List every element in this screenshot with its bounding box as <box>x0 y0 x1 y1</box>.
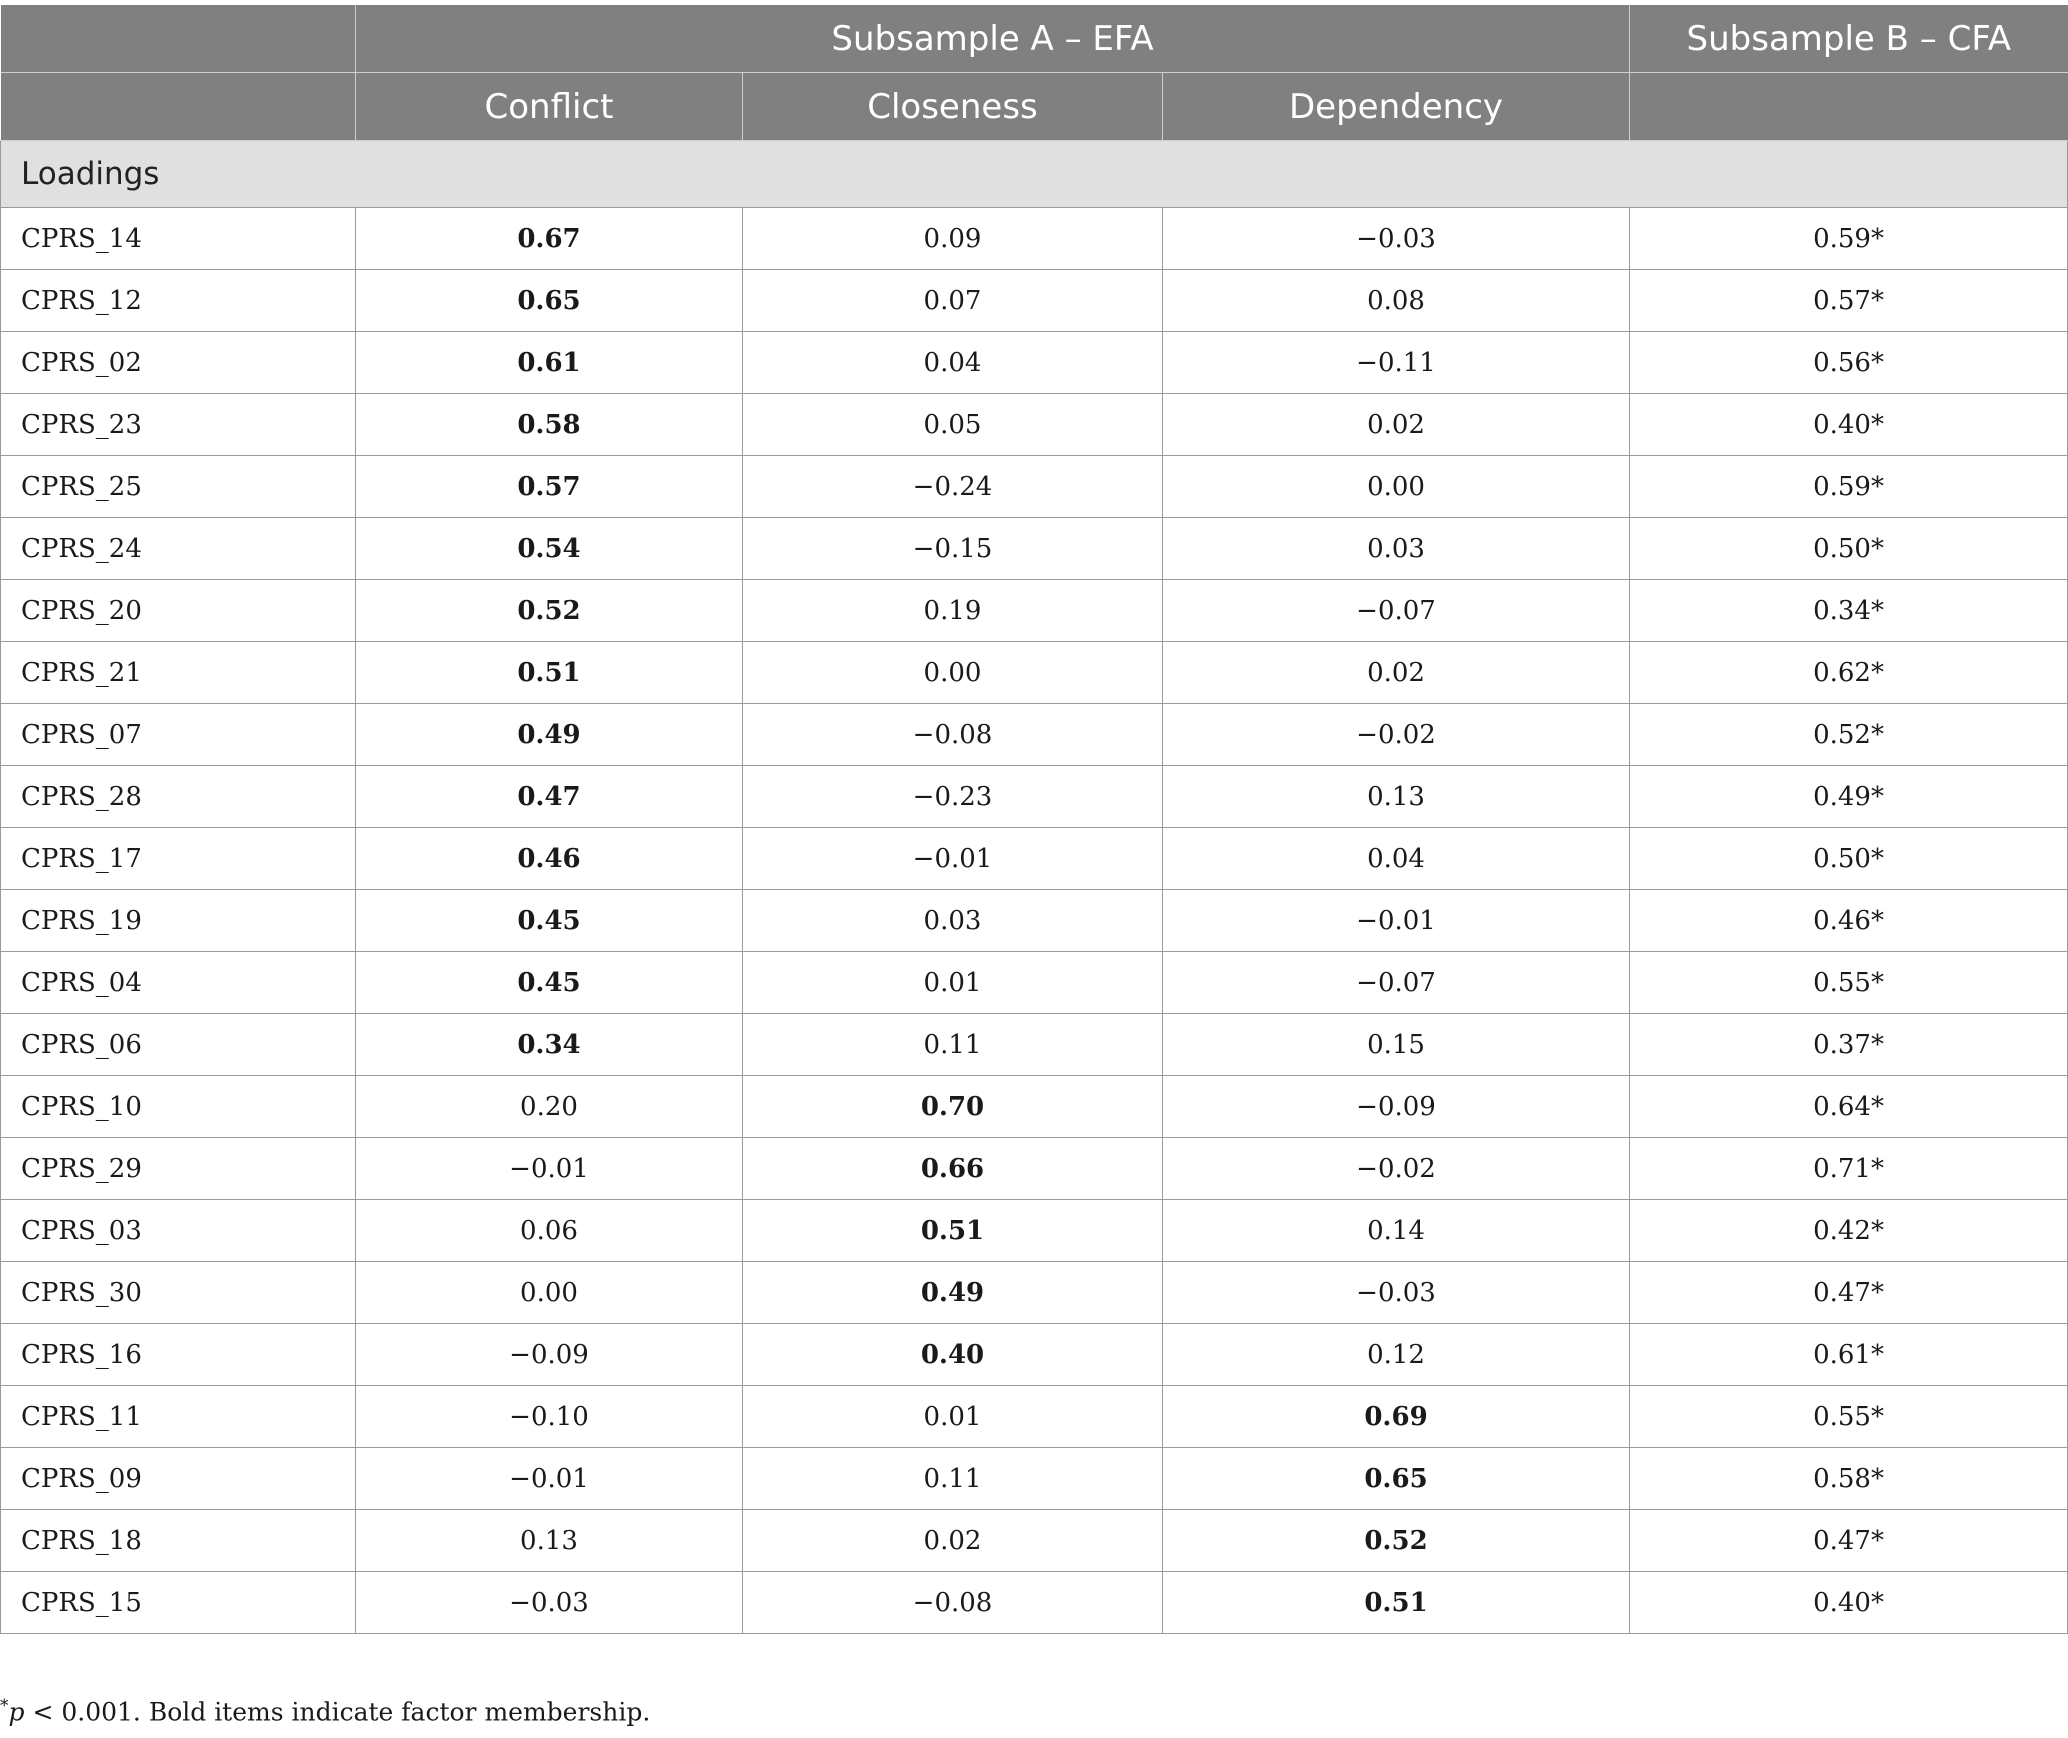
dependency-cell: −0.03 <box>1163 208 1630 270</box>
header-row-factors <box>1 73 2068 141</box>
table-row <box>1 270 2068 332</box>
dependency-cell: −0.03 <box>1163 1262 1630 1324</box>
item-cell: CPRS_28 <box>1 766 356 828</box>
cfa-cell: 0.49* <box>1630 766 2068 828</box>
cfa-cell: 0.62* <box>1630 642 2068 704</box>
header-blank-cell <box>1 73 356 141</box>
table-row <box>1 1014 2068 1076</box>
dependency-cell: 0.65 <box>1163 1448 1630 1510</box>
conflict-cell: −0.10 <box>356 1386 743 1448</box>
item-cell: CPRS_11 <box>1 1386 356 1448</box>
table-row <box>1 1510 2068 1572</box>
dependency-cell: 0.51 <box>1163 1572 1630 1634</box>
closeness-cell: 0.09 <box>743 208 1163 270</box>
closeness-cell: 0.07 <box>743 270 1163 332</box>
footnote-p-symbol: p <box>8 1697 25 1727</box>
table-row <box>1 580 2068 642</box>
table-row <box>1 1138 2068 1200</box>
cfa-cell: 0.50* <box>1630 518 2068 580</box>
header-subsample-a: Subsample A – EFA <box>356 5 1630 73</box>
cfa-cell: 0.50* <box>1630 828 2068 890</box>
loadings-table <box>0 5 2068 1634</box>
cfa-cell: 0.59* <box>1630 208 2068 270</box>
closeness-cell: −0.23 <box>743 766 1163 828</box>
table-row <box>1 208 2068 270</box>
item-cell: CPRS_14 <box>1 208 356 270</box>
cfa-cell: 0.56* <box>1630 332 2068 394</box>
table-row <box>1 1572 2068 1634</box>
conflict-cell: 0.47 <box>356 766 743 828</box>
closeness-cell: 0.05 <box>743 394 1163 456</box>
item-cell: CPRS_29 <box>1 1138 356 1200</box>
item-cell: CPRS_25 <box>1 456 356 518</box>
conflict-cell: 0.13 <box>356 1510 743 1572</box>
conflict-cell: 0.34 <box>356 1014 743 1076</box>
closeness-cell: −0.15 <box>743 518 1163 580</box>
table-row <box>1 766 2068 828</box>
conflict-cell: 0.58 <box>356 394 743 456</box>
cfa-cell: 0.55* <box>1630 952 2068 1014</box>
table-row <box>1 518 2068 580</box>
conflict-cell: −0.01 <box>356 1448 743 1510</box>
conflict-cell: 0.57 <box>356 456 743 518</box>
closeness-cell: 0.70 <box>743 1076 1163 1138</box>
conflict-cell: 0.20 <box>356 1076 743 1138</box>
cfa-cell: 0.59* <box>1630 456 2068 518</box>
header-cfa <box>1630 73 2068 141</box>
conflict-cell: 0.52 <box>356 580 743 642</box>
closeness-cell: −0.24 <box>743 456 1163 518</box>
table-row <box>1 1076 2068 1138</box>
loadings-table-container <box>0 5 2068 1634</box>
dependency-cell: −0.11 <box>1163 332 1630 394</box>
closeness-cell: 0.40 <box>743 1324 1163 1386</box>
conflict-cell: 0.65 <box>356 270 743 332</box>
closeness-cell: −0.08 <box>743 1572 1163 1634</box>
table-row <box>1 1324 2068 1386</box>
item-cell: CPRS_03 <box>1 1200 356 1262</box>
conflict-cell: −0.01 <box>356 1138 743 1200</box>
closeness-cell: 0.02 <box>743 1510 1163 1572</box>
closeness-cell: 0.01 <box>743 952 1163 1014</box>
closeness-cell: 0.00 <box>743 642 1163 704</box>
footnote-marker: * <box>0 1696 9 1716</box>
closeness-cell: 0.01 <box>743 1386 1163 1448</box>
dependency-cell: −0.02 <box>1163 704 1630 766</box>
cfa-cell: 0.34* <box>1630 580 2068 642</box>
item-cell: CPRS_24 <box>1 518 356 580</box>
table-row <box>1 1448 2068 1510</box>
closeness-cell: 0.51 <box>743 1200 1163 1262</box>
closeness-cell: 0.49 <box>743 1262 1163 1324</box>
conflict-cell: 0.67 <box>356 208 743 270</box>
conflict-cell: 0.54 <box>356 518 743 580</box>
item-cell: CPRS_12 <box>1 270 356 332</box>
closeness-cell: 0.04 <box>743 332 1163 394</box>
closeness-cell: 0.11 <box>743 1448 1163 1510</box>
item-cell: CPRS_16 <box>1 1324 356 1386</box>
dependency-cell: 0.03 <box>1163 518 1630 580</box>
header-subsample-b: Subsample B – CFA <box>1630 5 2068 73</box>
table-row <box>1 394 2068 456</box>
section-row <box>1 141 2068 208</box>
item-cell: CPRS_18 <box>1 1510 356 1572</box>
conflict-cell: 0.45 <box>356 890 743 952</box>
cfa-cell: 0.40* <box>1630 1572 2068 1634</box>
section-label: Loadings <box>1 141 2068 208</box>
header-row-groups <box>1 5 2068 73</box>
item-cell: CPRS_10 <box>1 1076 356 1138</box>
table-row <box>1 642 2068 704</box>
conflict-cell: −0.03 <box>356 1572 743 1634</box>
item-cell: CPRS_23 <box>1 394 356 456</box>
cfa-cell: 0.64* <box>1630 1076 2068 1138</box>
table-row <box>1 456 2068 518</box>
item-cell: CPRS_07 <box>1 704 356 766</box>
dependency-cell: −0.02 <box>1163 1138 1630 1200</box>
footnote-text: < 0.001. Bold items indicate factor membership. <box>24 1697 651 1727</box>
dependency-cell: 0.52 <box>1163 1510 1630 1572</box>
table-row <box>1 890 2068 952</box>
cfa-cell: 0.47* <box>1630 1262 2068 1324</box>
dependency-cell: 0.02 <box>1163 394 1630 456</box>
table-row <box>1 952 2068 1014</box>
table-row <box>1 1200 2068 1262</box>
closeness-cell: −0.01 <box>743 828 1163 890</box>
item-cell: CPRS_09 <box>1 1448 356 1510</box>
dependency-cell: 0.02 <box>1163 642 1630 704</box>
conflict-cell: 0.51 <box>356 642 743 704</box>
dependency-cell: 0.15 <box>1163 1014 1630 1076</box>
cfa-cell: 0.46* <box>1630 890 2068 952</box>
closeness-cell: 0.66 <box>743 1138 1163 1200</box>
dependency-cell: 0.13 <box>1163 766 1630 828</box>
item-cell: CPRS_06 <box>1 1014 356 1076</box>
dependency-cell: 0.12 <box>1163 1324 1630 1386</box>
header-blank-cell <box>1 5 356 73</box>
cfa-cell: 0.55* <box>1630 1386 2068 1448</box>
item-cell: CPRS_15 <box>1 1572 356 1634</box>
cfa-cell: 0.52* <box>1630 704 2068 766</box>
table-row <box>1 1262 2068 1324</box>
cfa-cell: 0.58* <box>1630 1448 2068 1510</box>
item-cell: CPRS_04 <box>1 952 356 1014</box>
table-row <box>1 704 2068 766</box>
dependency-cell: −0.01 <box>1163 890 1630 952</box>
conflict-cell: 0.06 <box>356 1200 743 1262</box>
item-cell: CPRS_21 <box>1 642 356 704</box>
item-cell: CPRS_02 <box>1 332 356 394</box>
table-row <box>1 1386 2068 1448</box>
item-cell: CPRS_19 <box>1 890 356 952</box>
conflict-cell: 0.61 <box>356 332 743 394</box>
cfa-cell: 0.47* <box>1630 1510 2068 1572</box>
closeness-cell: 0.11 <box>743 1014 1163 1076</box>
cfa-cell: 0.37* <box>1630 1014 2068 1076</box>
cfa-cell: 0.61* <box>1630 1324 2068 1386</box>
dependency-cell: −0.07 <box>1163 580 1630 642</box>
cfa-cell: 0.42* <box>1630 1200 2068 1262</box>
conflict-cell: 0.49 <box>356 704 743 766</box>
conflict-cell: 0.46 <box>356 828 743 890</box>
conflict-cell: −0.09 <box>356 1324 743 1386</box>
dependency-cell: −0.09 <box>1163 1076 1630 1138</box>
table-footnote <box>0 1696 650 1726</box>
dependency-cell: 0.14 <box>1163 1200 1630 1262</box>
closeness-cell: −0.08 <box>743 704 1163 766</box>
cfa-cell: 0.40* <box>1630 394 2068 456</box>
item-cell: CPRS_30 <box>1 1262 356 1324</box>
dependency-cell: 0.00 <box>1163 456 1630 518</box>
table-row <box>1 332 2068 394</box>
dependency-cell: 0.08 <box>1163 270 1630 332</box>
dependency-cell: 0.04 <box>1163 828 1630 890</box>
item-cell: CPRS_17 <box>1 828 356 890</box>
header-closeness: Closeness <box>743 73 1163 141</box>
dependency-cell: −0.07 <box>1163 952 1630 1014</box>
header-dependency: Dependency <box>1163 73 1630 141</box>
table-row <box>1 828 2068 890</box>
item-cell: CPRS_20 <box>1 580 356 642</box>
dependency-cell: 0.69 <box>1163 1386 1630 1448</box>
closeness-cell: 0.03 <box>743 890 1163 952</box>
conflict-cell: 0.00 <box>356 1262 743 1324</box>
header-conflict: Conflict <box>356 73 743 141</box>
closeness-cell: 0.19 <box>743 580 1163 642</box>
cfa-cell: 0.57* <box>1630 270 2068 332</box>
cfa-cell: 0.71* <box>1630 1138 2068 1200</box>
conflict-cell: 0.45 <box>356 952 743 1014</box>
